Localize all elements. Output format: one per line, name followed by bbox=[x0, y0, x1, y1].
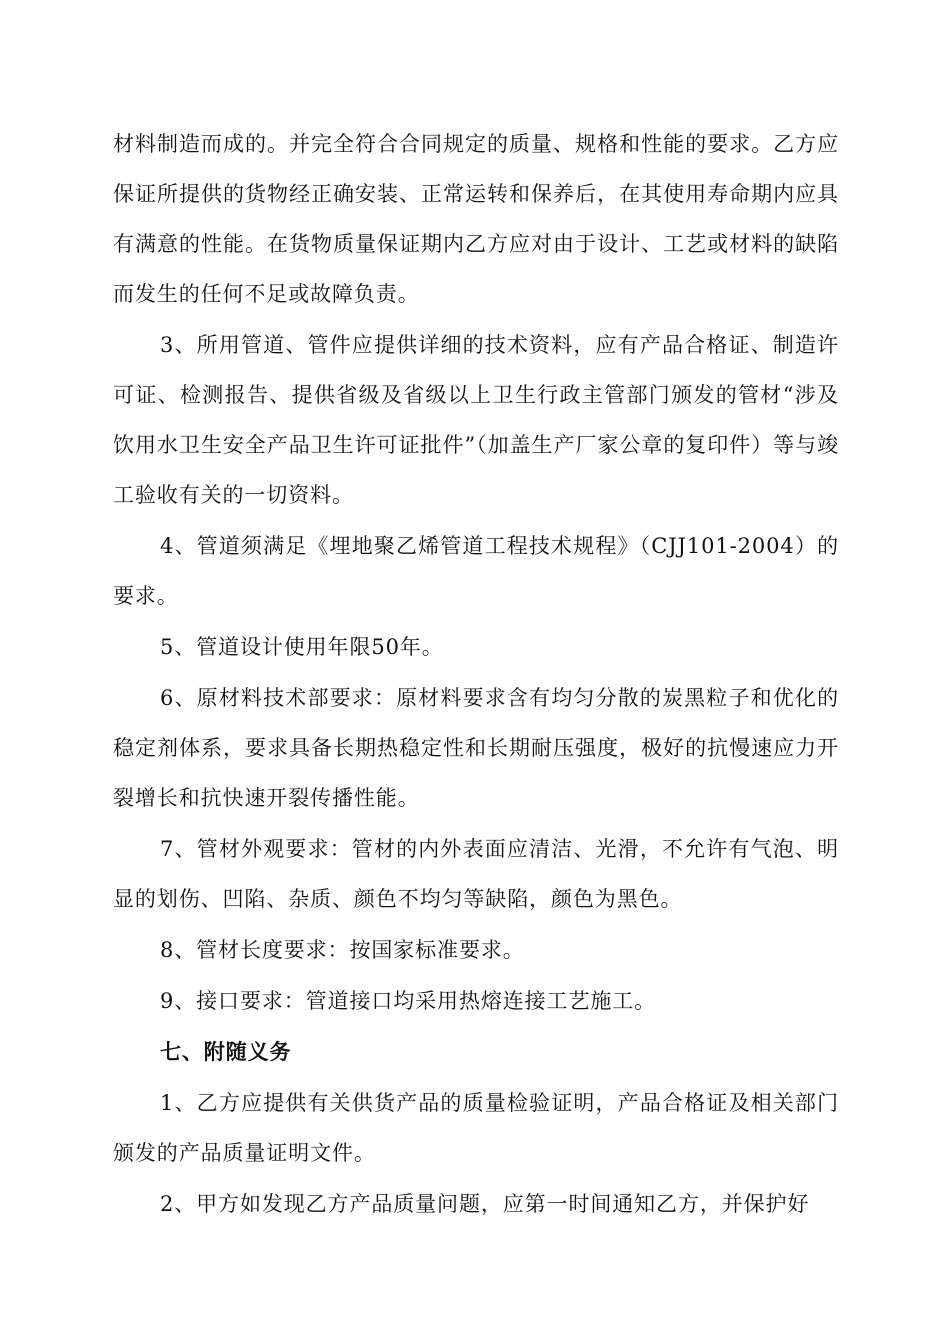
paragraph-item-3: 3、所用管道、管件应提供详细的技术资料，应有产品合格证、制造许可证、检测报告、提供省级及省级以上卫生行政主管部门颁发的管材“涉及饮用水卫生安全产品卫生许可证批件”（加盖生产厂家公章的复印件）等与竣工验收有关的一切资料。 bbox=[113, 333, 839, 507]
paragraph-item-9: 9、接口要求：管道接口均采用热熔连接工艺施工。 bbox=[160, 989, 657, 1013]
paragraph-item-4: 4、管道须满足《埋地聚乙烯管道工程技术规程》（CJJ101-2004）的要求。 bbox=[113, 534, 839, 608]
paragraph-item-5: 5、管道设计使用年限50年。 bbox=[160, 635, 444, 659]
paragraph-item-8: 8、管材长度要求：按国家标准要求。 bbox=[160, 938, 525, 962]
document-body bbox=[113, 119, 839, 1230]
paragraph-item-7: 7、管材外观要求：管材的内外表面应清洁、光滑，不允许有气泡、明显的划伤、凹陷、杂质、颜色不均匀等缺陷，颜色为黑色。 bbox=[113, 837, 839, 911]
paragraph-item-6: 6、原材料技术部要求：原材料要求含有均匀分散的炭黑粒子和优化的稳定剂体系，要求具备长期热稳定性和长期耐压强度，极好的抗慢速应力开裂增长和抗快速开裂传播性能。 bbox=[113, 686, 839, 810]
section-heading: 七、附随义务 bbox=[160, 1039, 292, 1064]
section-paragraph-1: 1、乙方应提供有关供货产品的质量检验证明，产品合格证及相关部门颁发的产品质量证明文件。 bbox=[113, 1091, 839, 1165]
paragraph-continuation: 材料制造而成的。并完全符合合同规定的质量、规格和性能的要求。乙方应保证所提供的货物经正确安装、正常运转和保养后，在其使用寿命期内应具有满意的性能。在货物质量保证期内乙方应对由于设计、工艺或材料的缺陷而发生的任何不足或故障负责。 bbox=[113, 132, 839, 306]
section-paragraph-2: 2、甲方如发现乙方产品质量问题，应第一时间通知乙方，并保护好 bbox=[160, 1192, 810, 1216]
